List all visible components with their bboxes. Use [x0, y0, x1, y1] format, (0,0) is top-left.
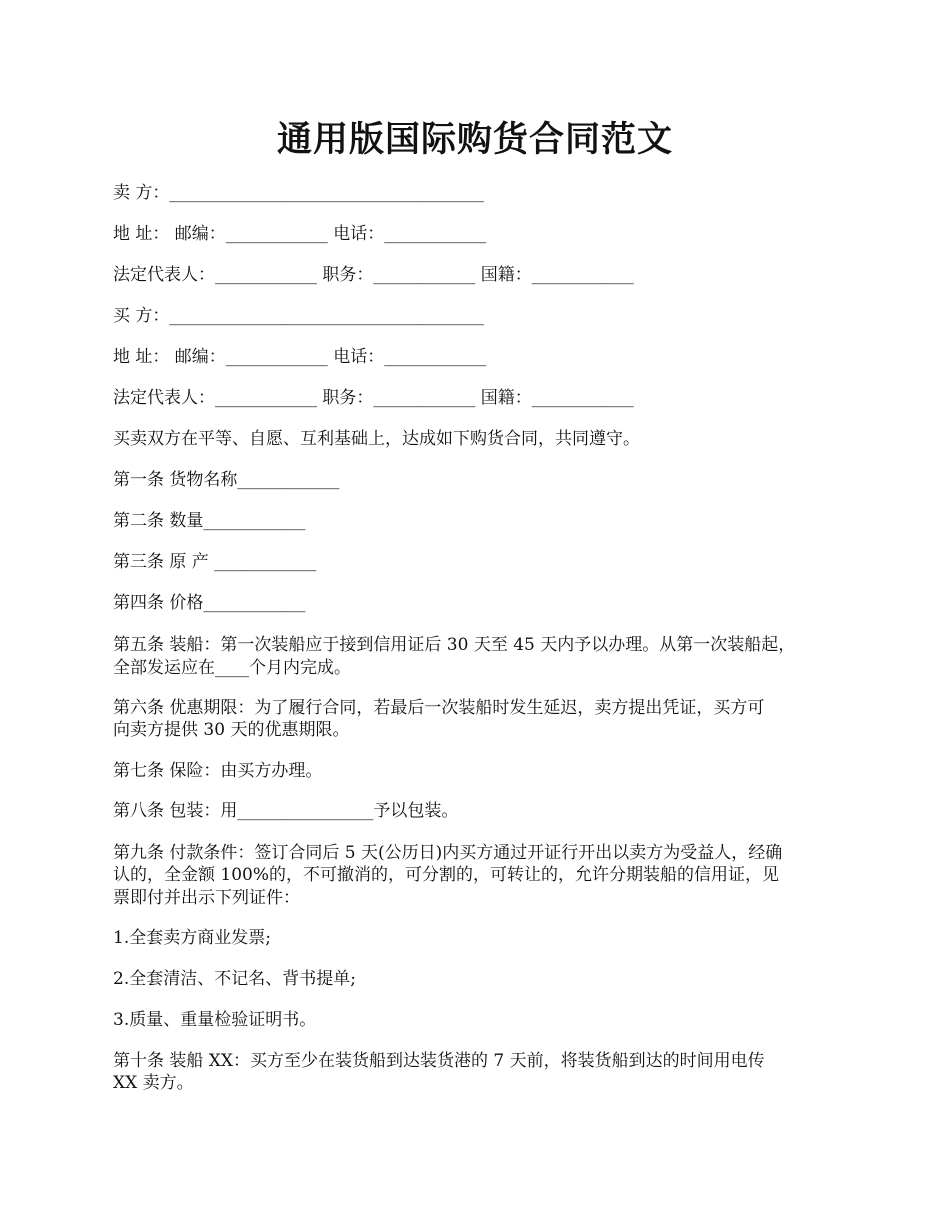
article-3: 第三条 原 产 ____________ [113, 552, 317, 572]
document-item-3: 3.质量、重量检验证明书。 [113, 1010, 317, 1030]
seller-line: 卖 方：_____________________________________ [113, 183, 484, 203]
article-5-line-1: 第五条 装船：第一次装船应于接到信用证后 30 天至 45 天内予以办理。从第一次装船起， [113, 635, 796, 655]
article-2: 第二条 数量____________ [113, 511, 306, 531]
article-1: 第一条 货物名称____________ [113, 470, 340, 490]
document-item-2: 2.全套清洁、不记名、背书提单; [113, 969, 356, 989]
article-10-line-2: XX 卖方。 [113, 1073, 194, 1093]
document-item-1: 1.全套卖方商业发票; [113, 928, 271, 948]
article-4: 第四条 价格____________ [113, 593, 306, 613]
article-9-line-2: 认的，全金额 100%的，不可撤消的，可分割的，可转让的，允许分期装船的信用证，见 [113, 865, 780, 885]
article-8: 第八条 包装：用________________予以包装。 [113, 801, 459, 821]
article-6-line-2: 向卖方提供 30 天的优惠期限。 [113, 720, 350, 740]
seller-representative-line: 法定代表人：____________ 职务：____________ 国籍：____________ [113, 265, 634, 285]
article-6-line-1: 第六条 优惠期限：为了履行合同，若最后一次装船时发生延迟，卖方提出凭证，买方可 [113, 698, 765, 718]
buyer-representative-line: 法定代表人：____________ 职务：____________ 国籍：____________ [113, 388, 634, 408]
article-7: 第七条 保险：由买方办理。 [113, 761, 323, 781]
article-9-line-3: 票即付并出示下列证件： [113, 888, 300, 908]
seller-address-line: 地 址： 邮编：____________ 电话：____________ [113, 224, 487, 244]
buyer-address-line: 地 址： 邮编：____________ 电话：____________ [113, 347, 487, 367]
article-5-line-2: 全部发运应在____个月内完成。 [113, 658, 351, 678]
preamble-line: 买卖双方在平等、自愿、互利基础上，达成如下购货合同，共同遵守。 [113, 429, 640, 449]
document-title: 通用版国际购货合同范文 [276, 119, 673, 160]
article-10-line-1: 第十条 装船 XX：买方至少在装货船到达装货港的 7 天前，将装货船到达的时间用电传 [113, 1051, 765, 1071]
article-9-line-1: 第九条 付款条件：签订合同后 5 天(公历日)内买方通过开证行开出以卖方为受益人，经确 [113, 843, 783, 863]
buyer-line: 买 方：_____________________________________ [113, 306, 484, 326]
